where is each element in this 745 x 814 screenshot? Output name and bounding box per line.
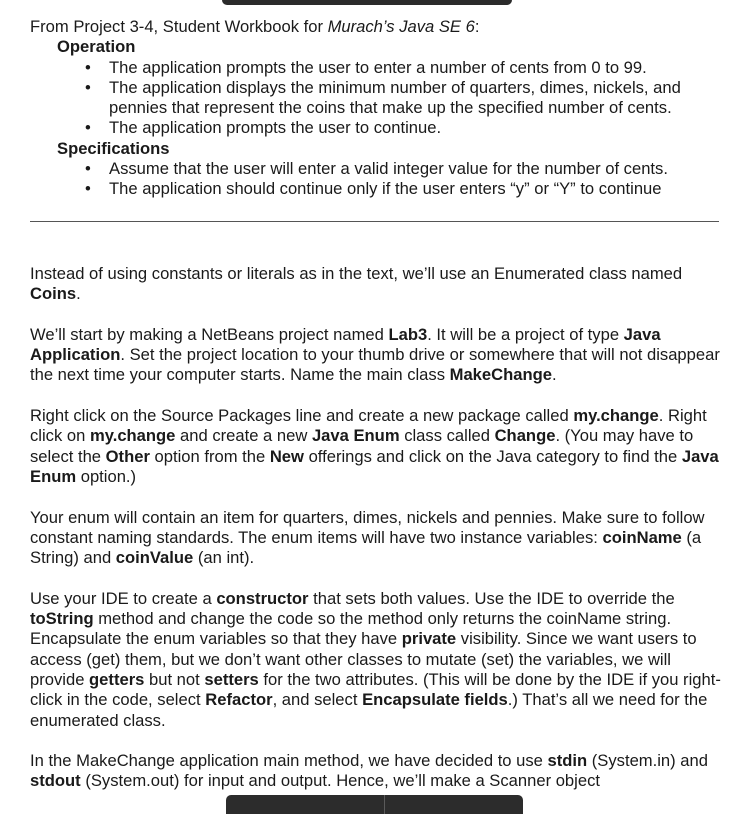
toolbar-divider [384,795,385,814]
text-run: option.) [76,466,137,486]
bold-term: Java Enum [311,426,400,446]
text-run: for the two attributes. (This will be done by the IDE if you right-click in the code, select [30,669,721,710]
specifications-list [30,159,730,200]
text-run: (an int). [193,548,255,568]
bullet-icon: • [85,159,91,179]
text-run: . (You may have to select the [30,426,694,466]
bold-term: toString [30,609,94,629]
operation-heading: Operation [57,37,136,57]
text-run: . Set the project location to your thumb drive or somewhere that will not disappear the next time your computer starts. Name the main class [30,345,720,385]
body-paragraph [30,589,730,731]
text-run: but not [144,669,205,689]
list-item: • Assume that the user will enter a valid integer value for the number of cents. [85,159,668,179]
bold-term: Other [105,446,150,466]
text-run: option from the [149,446,270,466]
body-paragraph [30,264,730,305]
bottom-toolbar[interactable] [226,795,523,814]
instructions-body [30,264,730,812]
text-run: class called [399,426,495,446]
text-run: . [76,284,81,304]
text-run: that sets both values. Use the IDE to override the [308,588,675,608]
bold-term: stdin [547,751,588,771]
specifications-heading: Specifications [57,138,170,158]
list-item: • The application displays the minimum number of quarters, dimes, nickels, and pennies that represent the coins that make up the specified number of cents. [85,77,681,118]
bold-term: Encapsulate fields [362,690,508,710]
text-run: offerings and click on the Java category to find the [303,446,682,466]
bold-term: Coins [30,284,77,304]
bold-term: setters [204,669,259,689]
source-line: From Project 3-4, Student Workbook for Murach’s Java SE 6: [30,17,480,36]
bullet-icon: • [85,77,91,97]
text-run: (a String) and [30,527,702,568]
body-paragraph [30,751,730,792]
text-run: Right click on the Source Packages line and create a new package called [30,406,574,426]
bold-term: Refactor [205,690,273,710]
bullet-icon: • [85,118,91,138]
bold-term: private [401,629,457,649]
text-run: . [551,365,557,385]
text-run: (System.in) and [587,751,708,771]
horizontal-divider [30,221,719,222]
list-item: • The application prompts the user to continue. [85,118,442,138]
text-run: .) That’s all we need for the enumerated class. [30,690,708,730]
list-item: • The application should continue only if the user enters “y” or “Y” to continue [85,179,662,199]
assignment-header [30,17,730,200]
text-run: In the MakeChange application main method, we have decided to use [30,751,548,771]
bold-term: my.change [89,426,176,446]
bold-term: Java Application [30,324,661,365]
book-title: Murach’s Java SE 6 [327,17,475,36]
bullet-icon: • [85,179,91,199]
bold-term: coinName [602,527,682,547]
operation-list [30,58,730,139]
text-run: (System.out) for input and output. Hence, we’ll make a Scanner object [80,771,600,791]
body-paragraph [30,406,730,487]
bold-term: constructor [216,588,309,608]
body-paragraph [30,508,730,569]
bullet-icon: • [85,57,91,77]
text-run: visibility. Since we want users to access (get) them, but we don’t want other classes to mutate (set) the variables, we will provide [30,629,697,689]
text-run: Your enum will contain an item for quarters, dimes, nickels and pennies. Make sure to follow constant naming standards. The enum items will have two instance variables: [30,507,705,547]
text-run: . Right click on [30,406,707,446]
bold-term: coinValue [115,548,194,568]
text-run: method and change the code so the method only returns the coinName string. Encapsulate the enum variables so that they have [30,609,672,649]
text-run: Instead of using constants or literals as in the text, we’ll use an Enumerated class named [30,264,683,283]
bold-term: stdout [30,771,81,791]
body-paragraph [30,325,730,386]
bold-term: getters [89,669,145,689]
text-run: We’ll start by making a NetBeans project named [30,324,389,344]
text-run: , and select [272,690,363,710]
top-toolbar-edge [222,0,512,5]
bold-term: Change [494,426,556,446]
list-item: • The application prompts the user to enter a number of cents from 0 to 99. [85,57,647,77]
text-run: Use your IDE to create a [30,588,217,608]
bold-term: New [269,446,304,466]
bold-term: Java Enum [30,446,719,486]
bold-term: Lab3 [388,324,428,344]
bold-term: MakeChange [449,365,552,385]
text-run: . It will be a project of type [427,324,624,344]
bold-term: my.change [573,406,659,426]
text-run: and create a new [175,426,312,446]
